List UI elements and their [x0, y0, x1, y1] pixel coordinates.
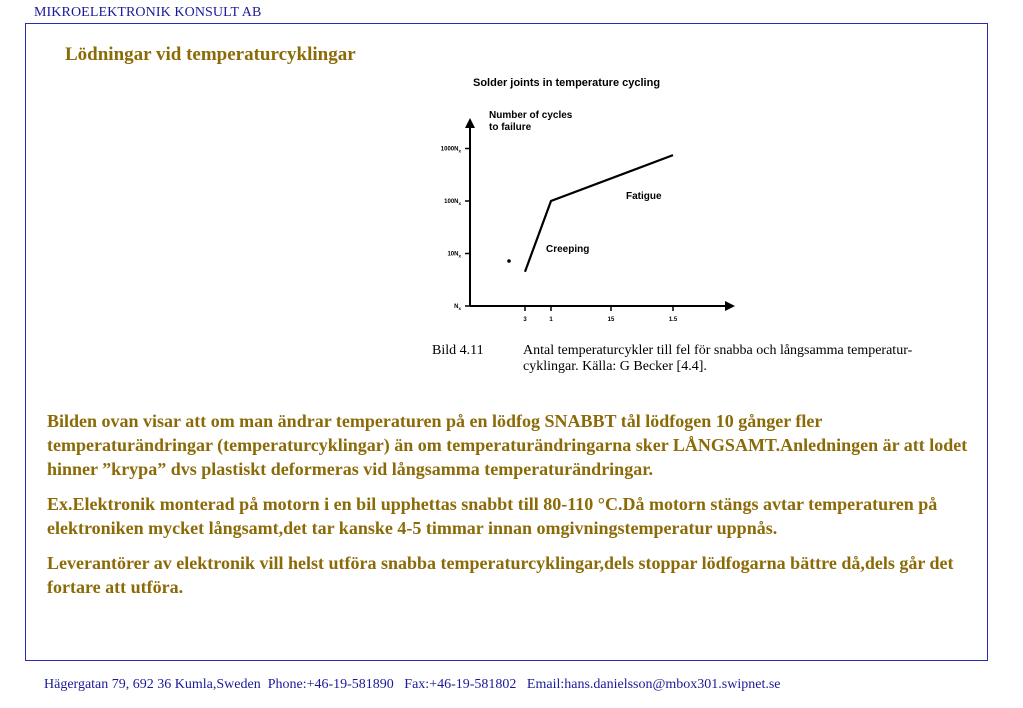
x-ticks: [523, 306, 678, 323]
y-axis-title-line-2: to failure: [489, 122, 532, 133]
paragraph-1: Bilden ovan visar att om man ändrar temperaturen på en lödfog SNABBT tål lödfogen 10 gånger fler temperaturändringar (temperaturcyklingar) än om temperaturändringarna sker LÅNGSAMT.Anledningen är att lodet hinner ”krypa” dvs plastiskt deformeras vid långsamma temperaturändringar.: [47, 411, 968, 479]
y-tick-label-0: $N_x$: [454, 304, 461, 311]
y-axis-title-line-1: Number of cycles: [489, 110, 573, 121]
y-axis-title: [489, 110, 575, 133]
x-tick-label-0: 3: [523, 317, 527, 323]
x-tick-label-1: 1: [549, 317, 553, 323]
stray-mark: [507, 259, 511, 263]
figure-label: Bild 4.11: [432, 343, 484, 358]
y-tick-label-2: $100N_x$: [444, 199, 461, 206]
body-text: [47, 409, 977, 610]
paragraph-3: Leverantörer av elektronik vill helst utföra snabba temperaturcyklingar,dels stoppar lödfogarna bättre då,dels går det fortare att utföra.: [47, 553, 954, 597]
chart-title: Solder joints in temperature cycling: [473, 77, 661, 89]
slide-title: Lödningar vid temperaturcyklingar: [65, 44, 356, 65]
x-tick-label-3: 1.5: [668, 317, 678, 323]
footer-contact: Hägergatan 79, 692 36 Kumla,Sweden Phone:+46-19-581890 Fax:+46-19-581802 Email:hans.danielsson@mbox301.swipnet.se: [44, 677, 781, 692]
figure-caption: Antal temperaturcykler till fel för snabba och långsamma temperatur-cyklingar. Källa: G Becker [4.4].: [523, 343, 913, 374]
paragraph-2: Ex.Elektronik monterad på motorn i en bil upphettas snabbt till 80-110 °C.Då motorn stängs avtar temperaturen på elektroniken mycket långsamt,det tar kanske 4-5 timmar innan omgivningstemperatur uppnås.: [47, 494, 938, 538]
y-ticks: [441, 147, 470, 312]
x-tick-label-2: 15: [607, 317, 615, 323]
company-name: MIKROELEKTRONIK KONSULT AB: [34, 5, 262, 20]
y-tick-label-3: $1000N_x$: [440, 146, 461, 154]
solder-joint-chart: [425, 68, 755, 330]
annotation-creeping: Creeping: [546, 244, 590, 255]
annotation-fatigue: Fatigue: [626, 191, 662, 202]
y-tick-label-1: $10N_x$: [447, 251, 461, 259]
